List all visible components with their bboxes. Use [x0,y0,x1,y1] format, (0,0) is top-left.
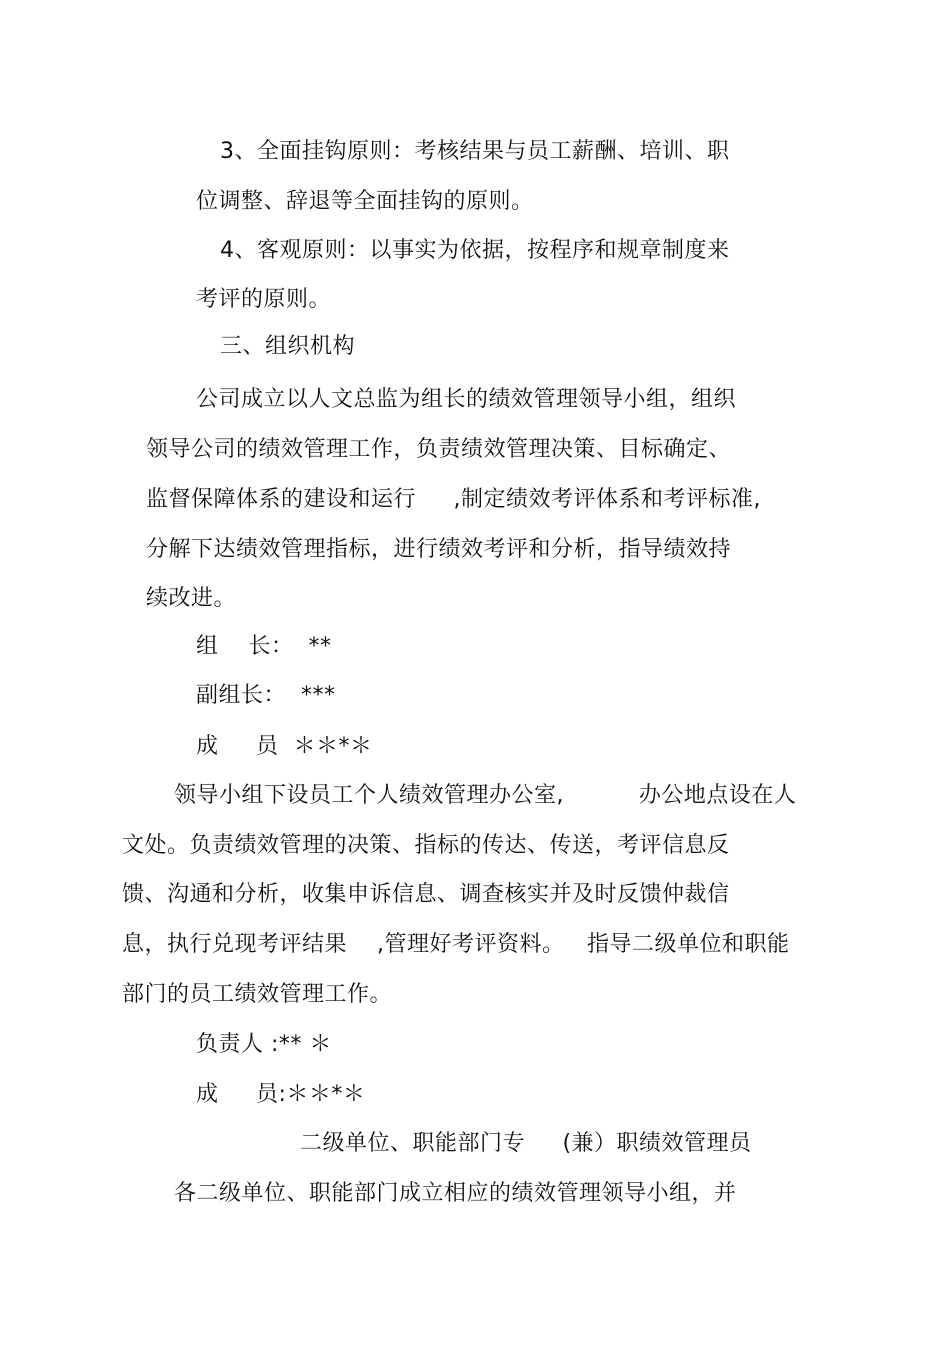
paragraph-1-line-4: 分解下达绩效管理指标，进行绩效考评和分析，指导绩效持 [146,537,732,562]
subsection-heading: 二级单位、职能部门专 (兼）职绩效管理员 [300,1131,752,1156]
office-head-line: 负责人 :** ＊ [196,1032,332,1057]
paragraph-2-line-3: 馈、沟通和分析，收集申诉信息、调查核实并及时反馈仲裁信 [122,882,730,907]
principle-4-line-2: 考评的原则。 [196,287,332,312]
members-line: 成 员 ＊＊*＊ [196,734,373,759]
group-leader-line: 组 长： ** [196,634,332,659]
paragraph-1-line-3: 监督保障体系的建设和运行 ,制定绩效考评体系和考评标准, [146,487,761,512]
principle-4-line-1: 4、客观原则：以事实为依据，按程序和规章制度来 [220,238,730,263]
paragraph-2-line-5: 部门的员工绩效管理工作。 [122,982,393,1007]
paragraph-3-line-1: 各二级单位、职能部门成立相应的绩效管理领导小组，并 [174,1181,737,1206]
paragraph-1-line-1: 公司成立以人文总监为组长的绩效管理领导小组，组织 [196,387,737,412]
section-heading-organization: 三、组织机构 [220,334,356,359]
paragraph-1-line-5: 续改进。 [146,586,237,611]
principle-3-line-2: 位调整、辞退等全面挂钩的原则。 [196,189,534,214]
paragraph-1-line-2: 领导公司的绩效管理工作，负责绩效管理决策、目标确定、 [146,437,732,462]
principle-3-line-1: 3、全面挂钩原则：考核结果与员工薪酬、培训、职 [220,139,730,164]
paragraph-2-line-4: 息，执行兑现考评结果 ,管理好考评资料。 指导二级单位和职能 [122,932,790,957]
office-members-line: 成 员:＊＊*＊ [196,1082,366,1107]
paragraph-2-line-1: 领导小组下设员工个人绩效管理办公室, 办公地点设在人 [174,783,797,808]
paragraph-2-line-2: 文处。负责绩效管理的决策、指标的传达、传送，考评信息反 [122,833,730,858]
deputy-leader-line: 副组长： *** [196,683,336,708]
